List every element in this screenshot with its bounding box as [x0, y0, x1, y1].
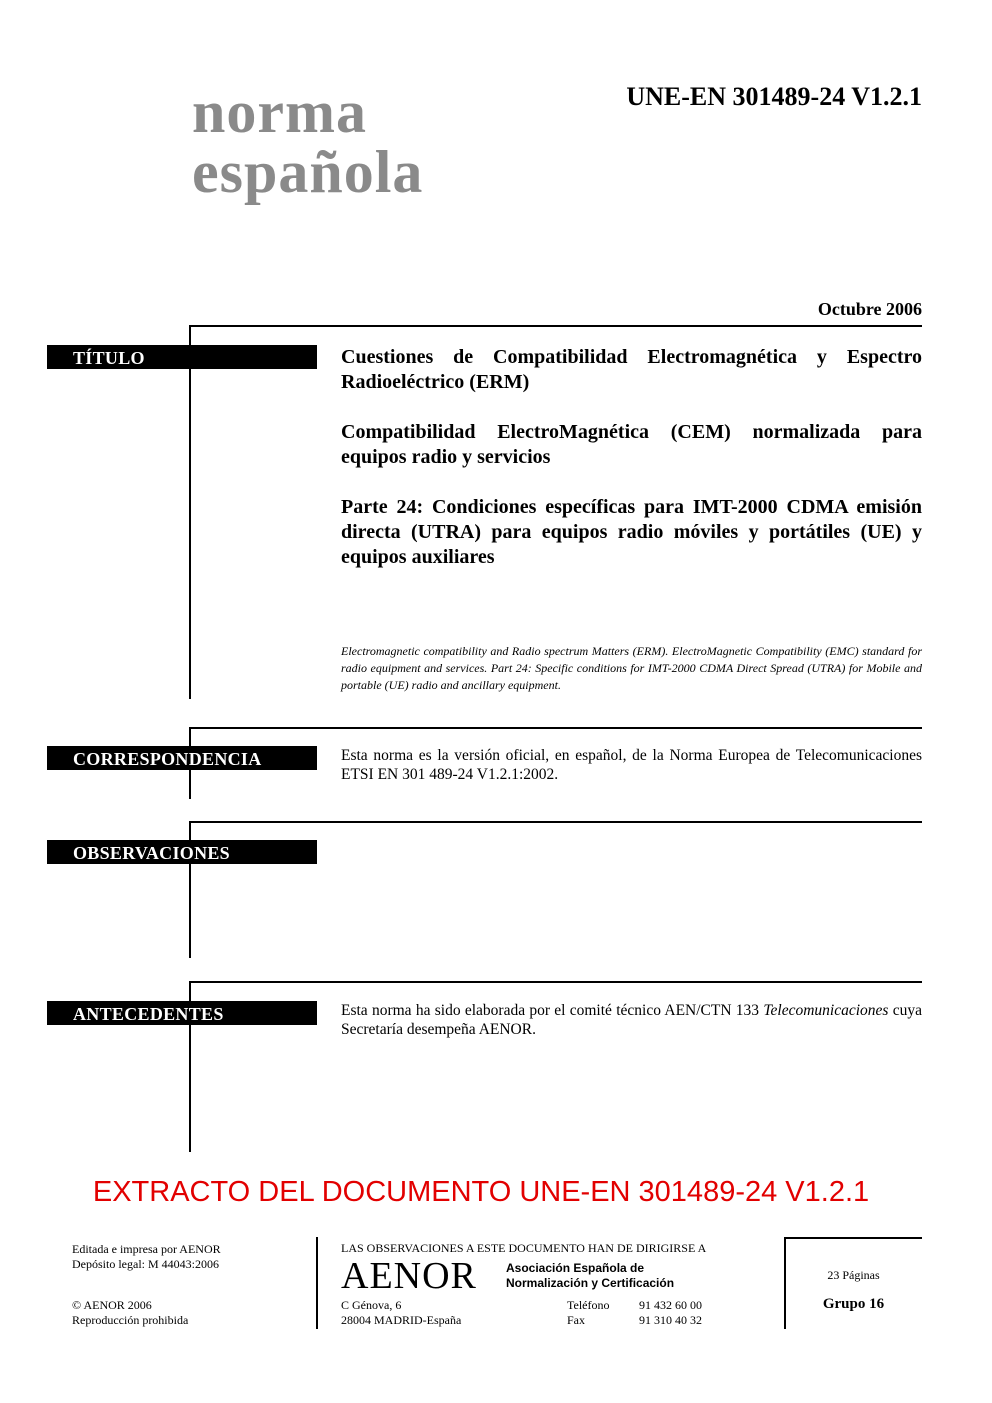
title-para-1: Cuestiones de Compatibilidad Electromagnética y Espectro Radioeléctrico (ERM): [341, 346, 922, 393]
footer-divider-left: [316, 1237, 318, 1329]
footer-divider-right: [784, 1237, 786, 1329]
footer-deposit: Depósito legal: M 44043:2006: [72, 1257, 219, 1271]
footer-group: Grupo 16: [822, 1296, 885, 1312]
footer-page-count: 23 Páginas: [827, 1268, 880, 1282]
footer-fax-label: Fax: [567, 1313, 585, 1327]
antecedentes-committee-name: Telecomunicaciones: [763, 1002, 889, 1019]
correspondencia-text: Esta norma es la versión oficial, en español, de la Norma Europea de Telecomunicaciones ETSI EN 301 489-24 V1.2.1:2002.: [341, 747, 922, 783]
footer-address-city: 28004 MADRID-España: [341, 1313, 462, 1327]
section-rule-titulo: [190, 325, 922, 327]
section-rule-correspondencia: [190, 727, 922, 729]
section-vrule-titulo: [189, 325, 191, 699]
aenor-sub-line2: Normalización y Certificación: [506, 1276, 675, 1290]
footer-fax: 91 310 40 32: [639, 1313, 702, 1327]
footer-edited: Editada e impresa por AENOR: [72, 1242, 221, 1256]
brand-line-espanola: española: [192, 139, 424, 205]
aenor-subtitle: [506, 1261, 674, 1291]
section-label-correspondencia: CORRESPONDENCIA: [47, 746, 317, 770]
title-para-3: Parte 24: Condiciones específicas para IMT-2000 CDMA emisión directa (UTRA) para equipos radio móviles y portátiles (UE) y equipos auxiliares: [341, 496, 922, 568]
extract-notice: EXTRACTO DEL DOCUMENTO UNE-EN 301489-24 V1.2.1: [92, 1176, 870, 1208]
aenor-logo: AENOR: [341, 1255, 477, 1297]
section-label-observaciones: OBSERVACIONES: [47, 840, 317, 864]
footer-phone-label: Teléfono: [567, 1298, 610, 1312]
antecedentes-text-part1: Esta norma ha sido elaborada por el comité técnico AEN/CTN 133: [341, 1002, 764, 1019]
aenor-sub-line1: Asociación Española de: [506, 1261, 645, 1275]
antecedentes-text: [341, 1001, 922, 1039]
footer-copyright: © AENOR 2006: [72, 1298, 152, 1312]
section-label-antecedentes: ANTECEDENTES: [47, 1001, 317, 1025]
section-rule-observaciones: [190, 821, 922, 823]
footer-address-street: C Génova, 6: [341, 1298, 402, 1312]
antecedentes-text-part2: cuya Secretaría desempeña AENOR.: [341, 1002, 923, 1038]
footer-observations-header: LAS OBSERVACIONES A ESTE DOCUMENTO HAN DE DIRIGIRSE A: [341, 1241, 707, 1255]
standard-code: UNE-EN 301489-24 V1.2.1: [626, 82, 922, 111]
title-block: [341, 345, 922, 570]
title-para-2: Compatibilidad ElectroMagnética (CEM) normalizada para equipos radio y servicios: [341, 421, 922, 468]
brand-line-norma: norma: [192, 79, 367, 145]
footer-rights: Reproducción prohibida: [72, 1313, 189, 1327]
english-title: Electromagnetic compatibility and Radio spectrum Matters (ERM). ElectroMagnetic Compatibility (EMC) standard for radio equipment and services. Part 24: Specific conditions for IMT-2000 CDMA Direct Spread (UTRA) for Mobile and portable (UE) radio and ancillary equipment.: [341, 644, 922, 692]
publication-date: Octubre 2006: [817, 299, 922, 319]
footer-box-top-rule: [784, 1237, 922, 1239]
section-label-titulo: TÍTULO: [47, 345, 317, 369]
section-rule-antecedentes: [190, 981, 922, 983]
footer-phone: 91 432 60 00: [639, 1298, 702, 1312]
